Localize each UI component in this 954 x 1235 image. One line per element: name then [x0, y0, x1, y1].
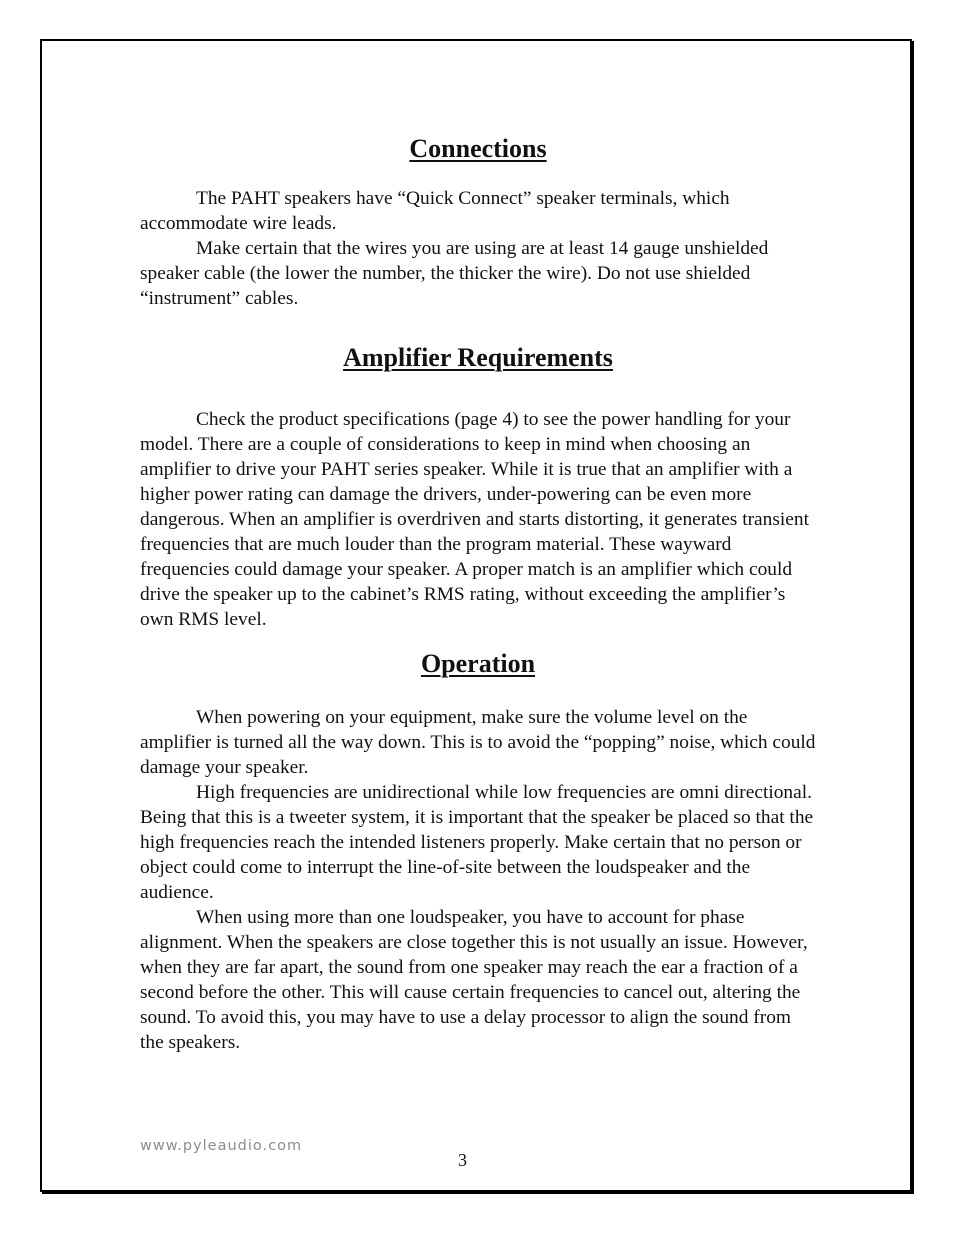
paragraph: Make certain that the wires you are using are at least 14 gauge unshielded speaker cable (the lower the number, the thicker the wire). Do not use shielded “instrument” cables.	[140, 238, 769, 309]
paragraph: The PAHT speakers have “Quick Connect” speaker terminals, which accommodate wire leads.	[140, 188, 730, 234]
section-amplifier-requirements	[140, 337, 816, 632]
document-body	[140, 128, 816, 1055]
heading-amplifier-requirements: Amplifier Requirements	[343, 343, 613, 372]
paragraph: When using more than one loudspeaker, you have to account for phase alignment. When the speakers are close together this is not usually an issue. However, when they are far apart, the sound from one speaker may reach the ear a fraction of a second before the other. This will cause certain frequencies to cancel out, altering the sound. To avoid this, you may have to use a delay processor to align the sound from the speakers.	[140, 907, 808, 1053]
footer-website: www.pyleaudio.com	[140, 1138, 303, 1154]
amplifier-body	[140, 407, 816, 632]
heading-connections: Connections	[409, 134, 547, 163]
heading-operation: Operation	[420, 649, 536, 678]
paragraph: Check the product specifications (page 4) to see the power handling for your model. There are a couple of considerations to keep in mind when choosing an amplifier to drive your PAHT series speaker. While it is true that an amplifier with a higher power rating can damage the drivers, under-powering can be even more dangerous. When an amplifier is overdriven and starts distorting, it generates transient frequencies that are much louder than the program material. These wayward frequencies could damage your speaker. A proper match is an amplifier which could drive the speaker up to the cabinet’s RMS rating, without exceeding the amplifier’s own RMS level.	[140, 409, 809, 630]
connections-body	[140, 186, 816, 311]
section-connections	[140, 128, 816, 311]
paragraph: High frequencies are unidirectional while low frequencies are omni directional. Being that this is a tweeter system, it is important that the speaker be placed so that the high frequencies reach the intended listeners properly. Make certain that no person or object could come to interrupt the line-of-site between the loudspeaker and the audience.	[140, 782, 814, 903]
section-operation	[140, 643, 816, 1055]
page-number: 3	[458, 1150, 467, 1170]
operation-body	[140, 705, 816, 1055]
paragraph: When powering on your equipment, make sure the volume level on the amplifier is turned all the way down. This is to avoid the “popping” noise, which could damage your speaker.	[140, 707, 816, 778]
